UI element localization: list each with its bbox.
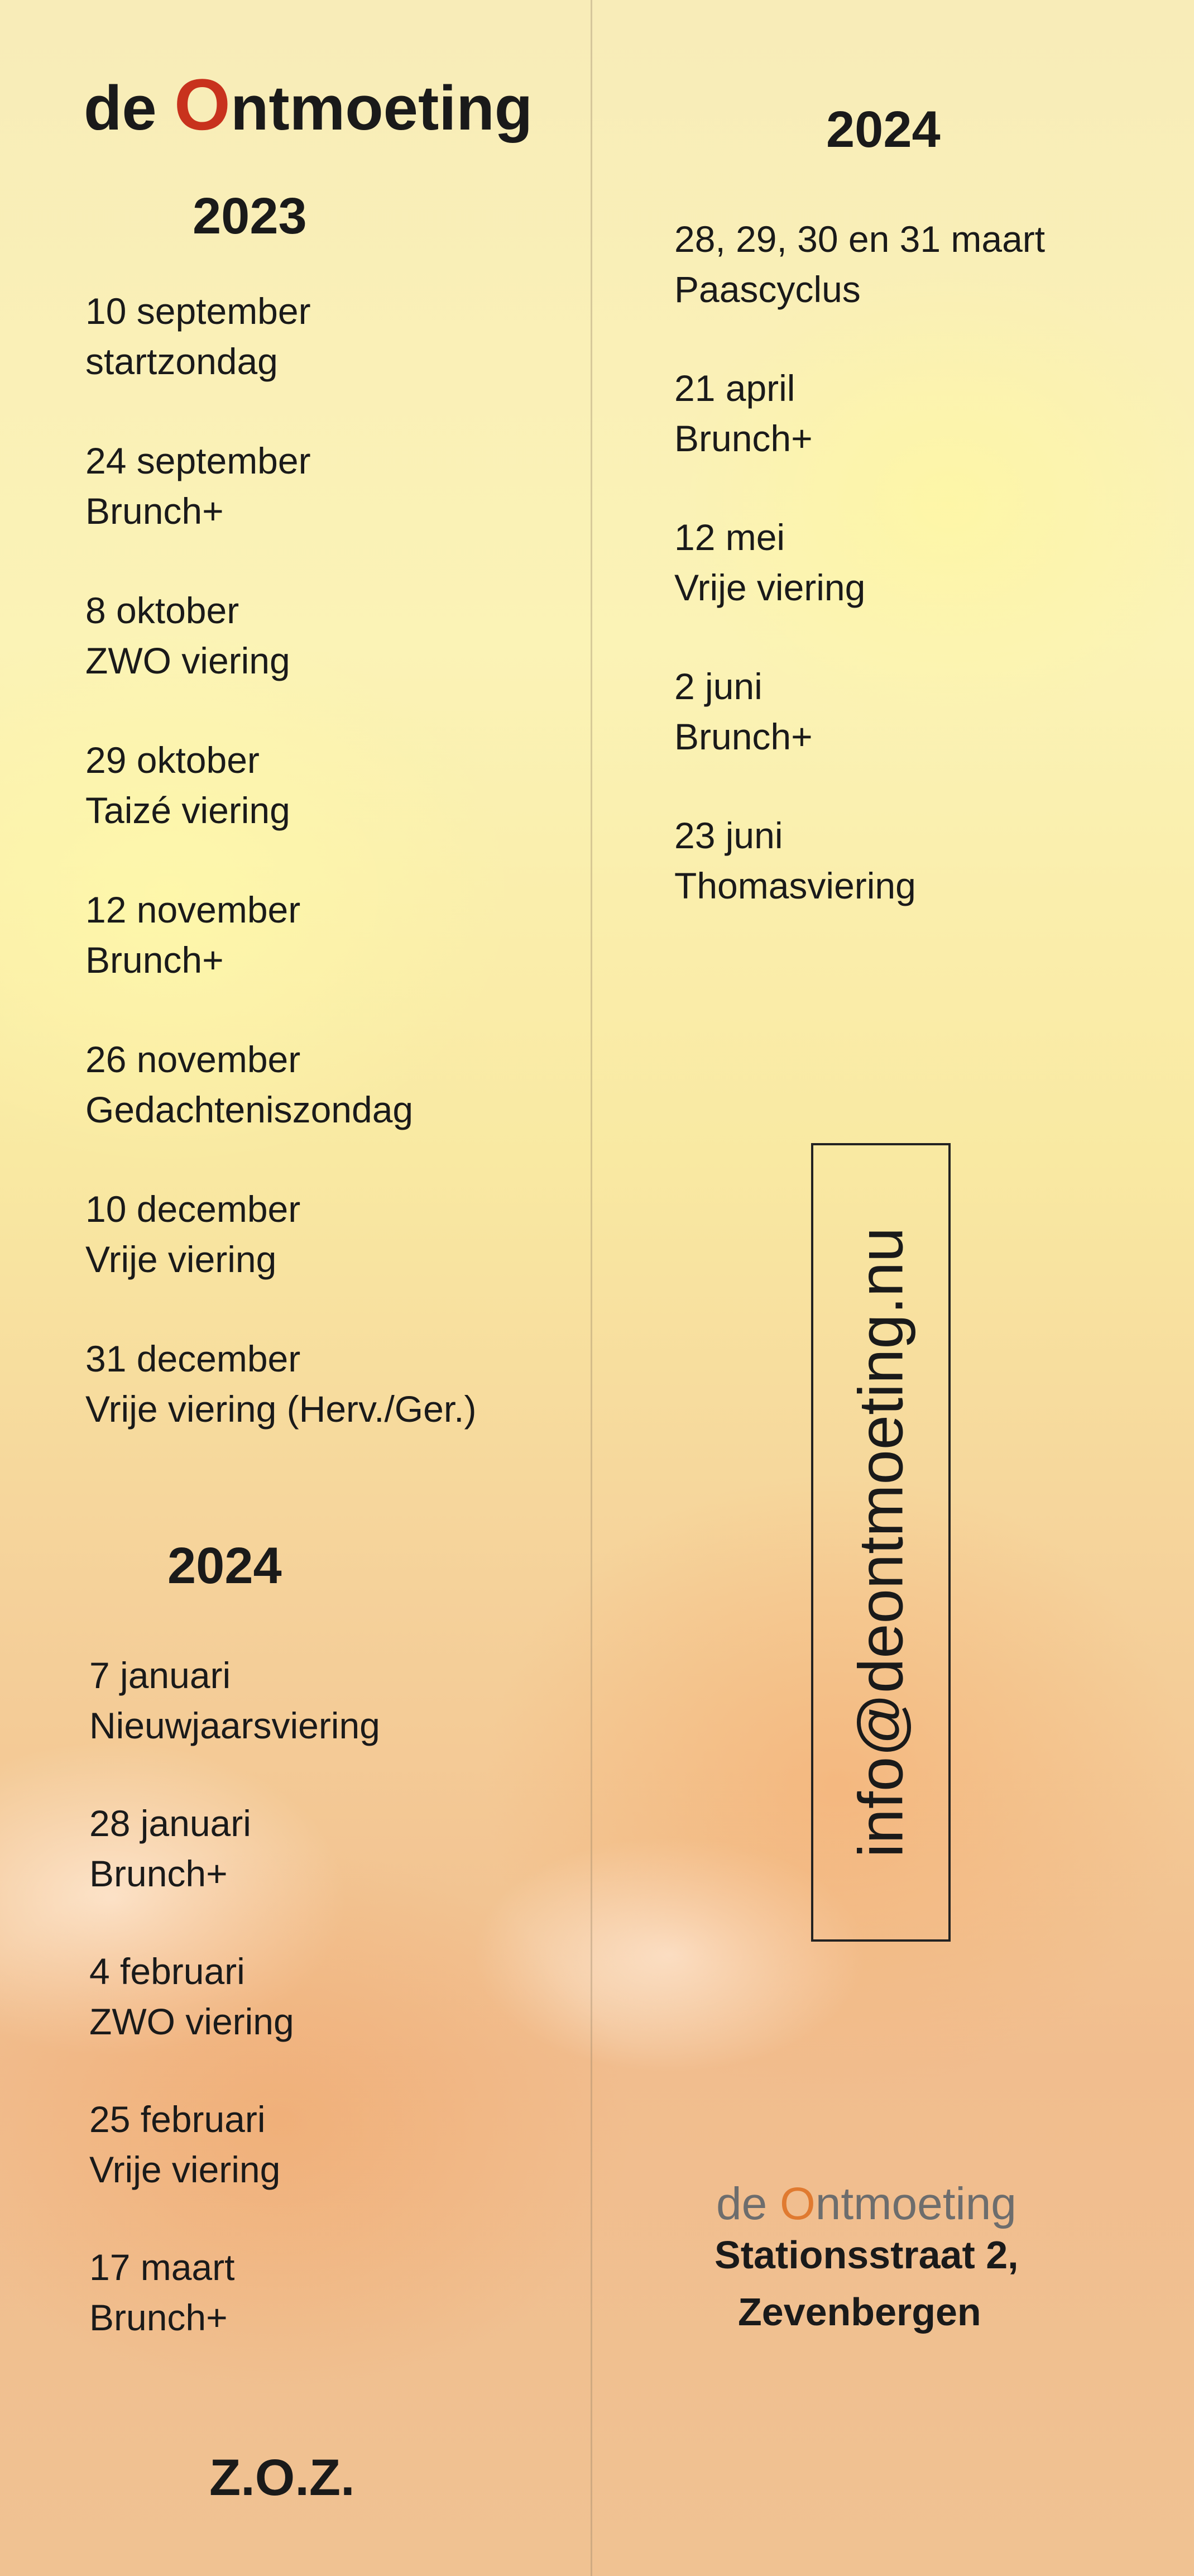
event-date: 26 november (85, 1039, 301, 1080)
year-heading-2023: 2023 (193, 188, 307, 245)
event-date: 25 februari (89, 2099, 266, 2140)
event-date: 24 september (85, 440, 311, 481)
event-name: Brunch+ (674, 418, 813, 459)
event-date: 4 februari (89, 1951, 245, 1992)
event-date: 28 januari (89, 1803, 251, 1844)
logo-rest: ntmoeting (230, 73, 533, 143)
list-item (85, 436, 311, 536)
event-date: 12 november (85, 889, 301, 930)
event-name: Thomasviering (674, 865, 916, 906)
list-item (85, 885, 300, 985)
event-name: Vrije viering (674, 567, 866, 608)
event-date: 7 januari (89, 1655, 231, 1696)
event-name: ZWO viering (85, 640, 290, 681)
logo-top (84, 63, 533, 146)
list-item (674, 661, 813, 762)
zoz-footer: Z.O.Z. (209, 2449, 355, 2506)
list-item (89, 1798, 251, 1899)
list-item (674, 214, 1045, 314)
email-link[interactable]: info@deontmoeting.nu (846, 1227, 916, 1858)
event-name: startzondag (85, 341, 278, 382)
event-date: 12 mei (674, 517, 785, 558)
event-name: Gedachteniszondag (85, 1089, 414, 1130)
event-name: Paascyclus (674, 269, 861, 310)
event-name: Taizé viering (85, 790, 290, 831)
event-date: 28, 29, 30 en 31 maart (674, 218, 1046, 260)
list-item (674, 363, 813, 463)
logo-initial: O (174, 64, 231, 145)
list-item (85, 1334, 476, 1434)
event-name: ZWO viering (89, 2001, 294, 2042)
event-date: 29 oktober (85, 739, 260, 781)
list-item (674, 512, 865, 613)
event-name: Vrije viering (Herv./Ger.) (85, 1388, 477, 1430)
event-date: 2 juni (674, 666, 763, 707)
logo-rest: ntmoeting (815, 2178, 1016, 2229)
year-heading-2024: 2024 (167, 1537, 282, 1594)
list-item (85, 286, 311, 386)
fold-line (591, 0, 592, 2576)
logo-prefix: de (716, 2178, 780, 2229)
list-item (89, 1650, 380, 1751)
year-heading-right-2024: 2024 (826, 101, 941, 158)
list-item (85, 585, 290, 686)
list-item (85, 1184, 300, 1284)
list-item (85, 735, 290, 835)
event-date: 17 maart (89, 2247, 235, 2288)
event-name: Brunch+ (85, 490, 224, 532)
logo-prefix: de (84, 73, 174, 143)
event-name: Brunch+ (674, 716, 813, 757)
event-date: 8 oktober (85, 590, 239, 631)
event-date: 23 juni (674, 815, 783, 856)
list-item (89, 2242, 234, 2343)
logo-bottom (716, 2178, 1016, 2230)
list-item (85, 1034, 413, 1135)
event-date: 21 april (674, 367, 795, 409)
event-name: Brunch+ (89, 2297, 228, 2338)
event-name: Brunch+ (89, 1853, 228, 1894)
list-item (674, 810, 916, 911)
address-city: Zevenbergen (738, 2290, 981, 2334)
event-name: Vrije viering (89, 2149, 281, 2190)
event-date: 31 december (85, 1338, 301, 1379)
event-date: 10 december (85, 1188, 301, 1230)
event-date: 10 september (85, 290, 311, 332)
list-item (89, 1946, 294, 2047)
event-name: Brunch+ (85, 939, 224, 981)
logo-initial: O (780, 2178, 816, 2229)
address-street: Stationsstraat 2, (715, 2233, 1019, 2277)
event-name: Vrije viering (85, 1239, 277, 1280)
list-item (89, 2094, 280, 2195)
event-name: Nieuwjaarsviering (89, 1705, 380, 1746)
